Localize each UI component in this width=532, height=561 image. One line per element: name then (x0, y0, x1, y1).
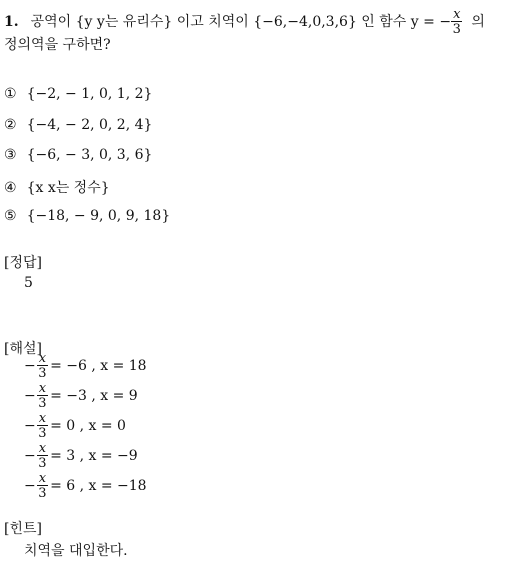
explanation-line (24, 472, 147, 500)
option-text: {−6, − 3, 0, 3, 6} (26, 147, 153, 163)
fraction-denominator: 3 (38, 426, 47, 441)
question-line-1 (4, 8, 485, 36)
equation-rest: = −6 , x = 18 (50, 358, 147, 374)
question-fraction (451, 8, 462, 36)
answer-label: [정답] (4, 255, 42, 271)
question-line-2: 정의역을 구하면? (4, 37, 111, 53)
answer-value: 5 (24, 275, 33, 291)
fraction-denominator: 3 (38, 366, 47, 381)
equation-rest: = 0 , x = 0 (50, 418, 126, 434)
fraction-numerator: x (38, 441, 47, 456)
equation-rest: = 6 , x = −18 (50, 478, 147, 494)
minus-sign: − (24, 418, 36, 434)
hint-text: 치역을 대입한다. (24, 543, 128, 559)
explanation-line (24, 412, 126, 440)
fraction-denominator: 3 (38, 456, 47, 471)
fraction-denominator: 3 (38, 486, 47, 501)
option-4[interactable] (4, 177, 110, 197)
fraction-numerator: x (38, 381, 47, 396)
option-mark: ② (4, 117, 17, 133)
question-text-a: 공역이 {y y는 유리수} 이고 치역이 {−6,−4,0,3,6} 인 함수 y = − (30, 14, 452, 30)
question-number: 1. (4, 14, 19, 30)
minus-sign: − (24, 478, 36, 494)
option-mark: ③ (4, 147, 17, 163)
option-3[interactable] (4, 147, 152, 163)
option-mark: ⑤ (4, 208, 17, 224)
option-1[interactable] (4, 86, 152, 102)
explanation-line (24, 352, 147, 380)
fraction (37, 472, 48, 500)
explanation-label: [해설] (4, 341, 42, 357)
hint-label: [힌트] (4, 521, 42, 537)
fraction-numerator: x (38, 471, 47, 486)
explanation-line (24, 382, 138, 410)
option-mark: ① (4, 86, 17, 102)
fraction-numerator: x (38, 411, 47, 426)
minus-sign: − (24, 448, 36, 464)
fraction-denominator: 3 (452, 22, 461, 37)
option-text: {−18, − 9, 0, 9, 18} (26, 208, 171, 224)
minus-sign: − (24, 358, 36, 374)
question-text-b: 의 (471, 14, 485, 30)
option-2[interactable] (4, 117, 152, 133)
equation-rest: = −3 , x = 9 (50, 388, 138, 404)
minus-sign: − (24, 388, 36, 404)
option-text: {−4, − 2, 0, 2, 4} (26, 117, 153, 133)
equation-rest: = 3 , x = −9 (50, 448, 138, 464)
fraction-numerator: x (453, 7, 461, 22)
fraction (37, 442, 48, 470)
fraction-denominator: 3 (38, 396, 47, 411)
explanation-line (24, 442, 138, 470)
fraction-numerator: x (38, 351, 47, 366)
option-5[interactable] (4, 208, 170, 224)
fraction (37, 382, 48, 410)
fraction (37, 352, 48, 380)
option-text: {−2, − 1, 0, 1, 2} (26, 86, 153, 102)
option-mark: ④ (4, 180, 17, 196)
fraction (37, 412, 48, 440)
option-text: {x x는 정수} (26, 180, 110, 196)
